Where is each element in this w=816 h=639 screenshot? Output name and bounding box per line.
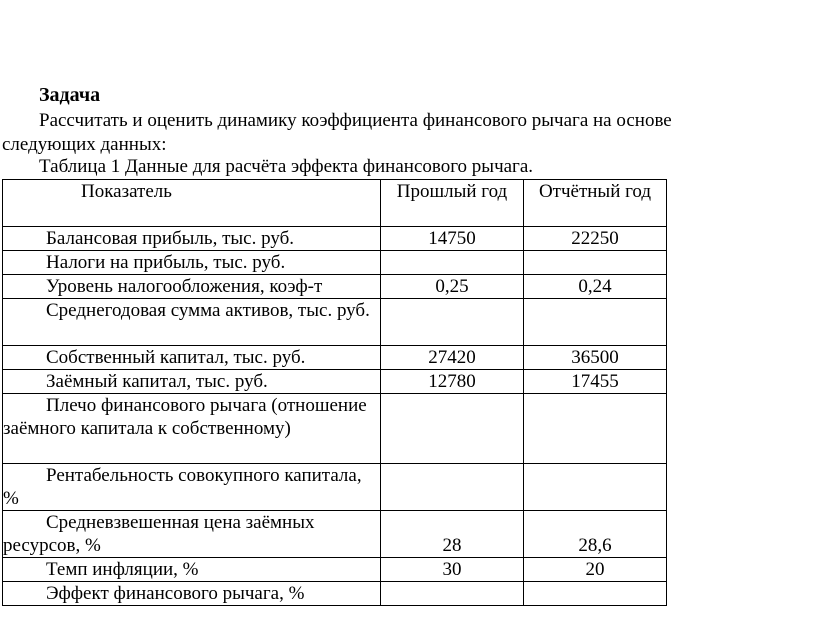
table-row	[3, 558, 667, 582]
row-curr: 28,6	[578, 535, 612, 556]
table-row	[3, 275, 667, 299]
table-row	[3, 227, 667, 251]
row-label: Балансовая прибыль, тыс. руб.	[46, 228, 295, 249]
header-prev-year: Прошлый год	[381, 180, 524, 227]
table-row	[3, 464, 667, 511]
row-label: Налоги на прибыль, тыс. руб.	[46, 252, 286, 273]
row-label: Собственный капитал, тыс. руб.	[46, 347, 306, 368]
row-label: Эффект финансового рычага, %	[46, 583, 305, 604]
table-row	[3, 346, 667, 370]
table-row	[3, 370, 667, 394]
row-label: Среднегодовая сумма активов, тыс. руб.	[46, 300, 370, 321]
row-label: Уровень налогообложения, коэф-т	[46, 276, 323, 297]
header-indicator: Показатель	[3, 180, 381, 227]
row-prev: 28	[442, 535, 462, 556]
row-prev: 0,25	[435, 276, 469, 297]
row-label: Плечо финансового рычага (отношение заёмного капитала к собственному)	[3, 395, 367, 439]
row-prev: 30	[442, 559, 462, 580]
table-caption: Таблица 1 Данные для расчёта эффекта финансового рычага.	[39, 156, 534, 177]
task-text-line1: Рассчитать и оценить динамику коэффициента финансового рычага на основе	[39, 110, 672, 131]
task-title: Задача	[39, 84, 101, 106]
row-label: Темп инфляции, %	[46, 559, 199, 580]
row-prev: 14750	[428, 228, 476, 249]
table-row	[3, 299, 667, 346]
table-row	[3, 394, 667, 464]
row-curr: 17455	[571, 371, 619, 392]
task-text-line2: следующих данных:	[2, 134, 167, 155]
table-header-row	[3, 180, 667, 227]
data-table	[2, 179, 667, 606]
row-curr: 22250	[571, 228, 619, 249]
row-curr: 36500	[571, 347, 619, 368]
row-curr: 0,24	[578, 276, 612, 297]
row-label: Рентабельность совокупного капитала, %	[3, 465, 362, 509]
row-prev: 27420	[428, 347, 476, 368]
table-row	[3, 582, 667, 606]
row-label: Заёмный капитал, тыс. руб.	[46, 371, 268, 392]
table-row	[3, 251, 667, 275]
row-label: Средневзвешенная цена заёмных ресурсов, %	[3, 512, 315, 556]
row-prev: 12780	[428, 371, 476, 392]
table-row	[3, 511, 667, 558]
row-curr: 20	[585, 559, 605, 580]
header-curr-year: Отчётный год	[524, 180, 667, 227]
